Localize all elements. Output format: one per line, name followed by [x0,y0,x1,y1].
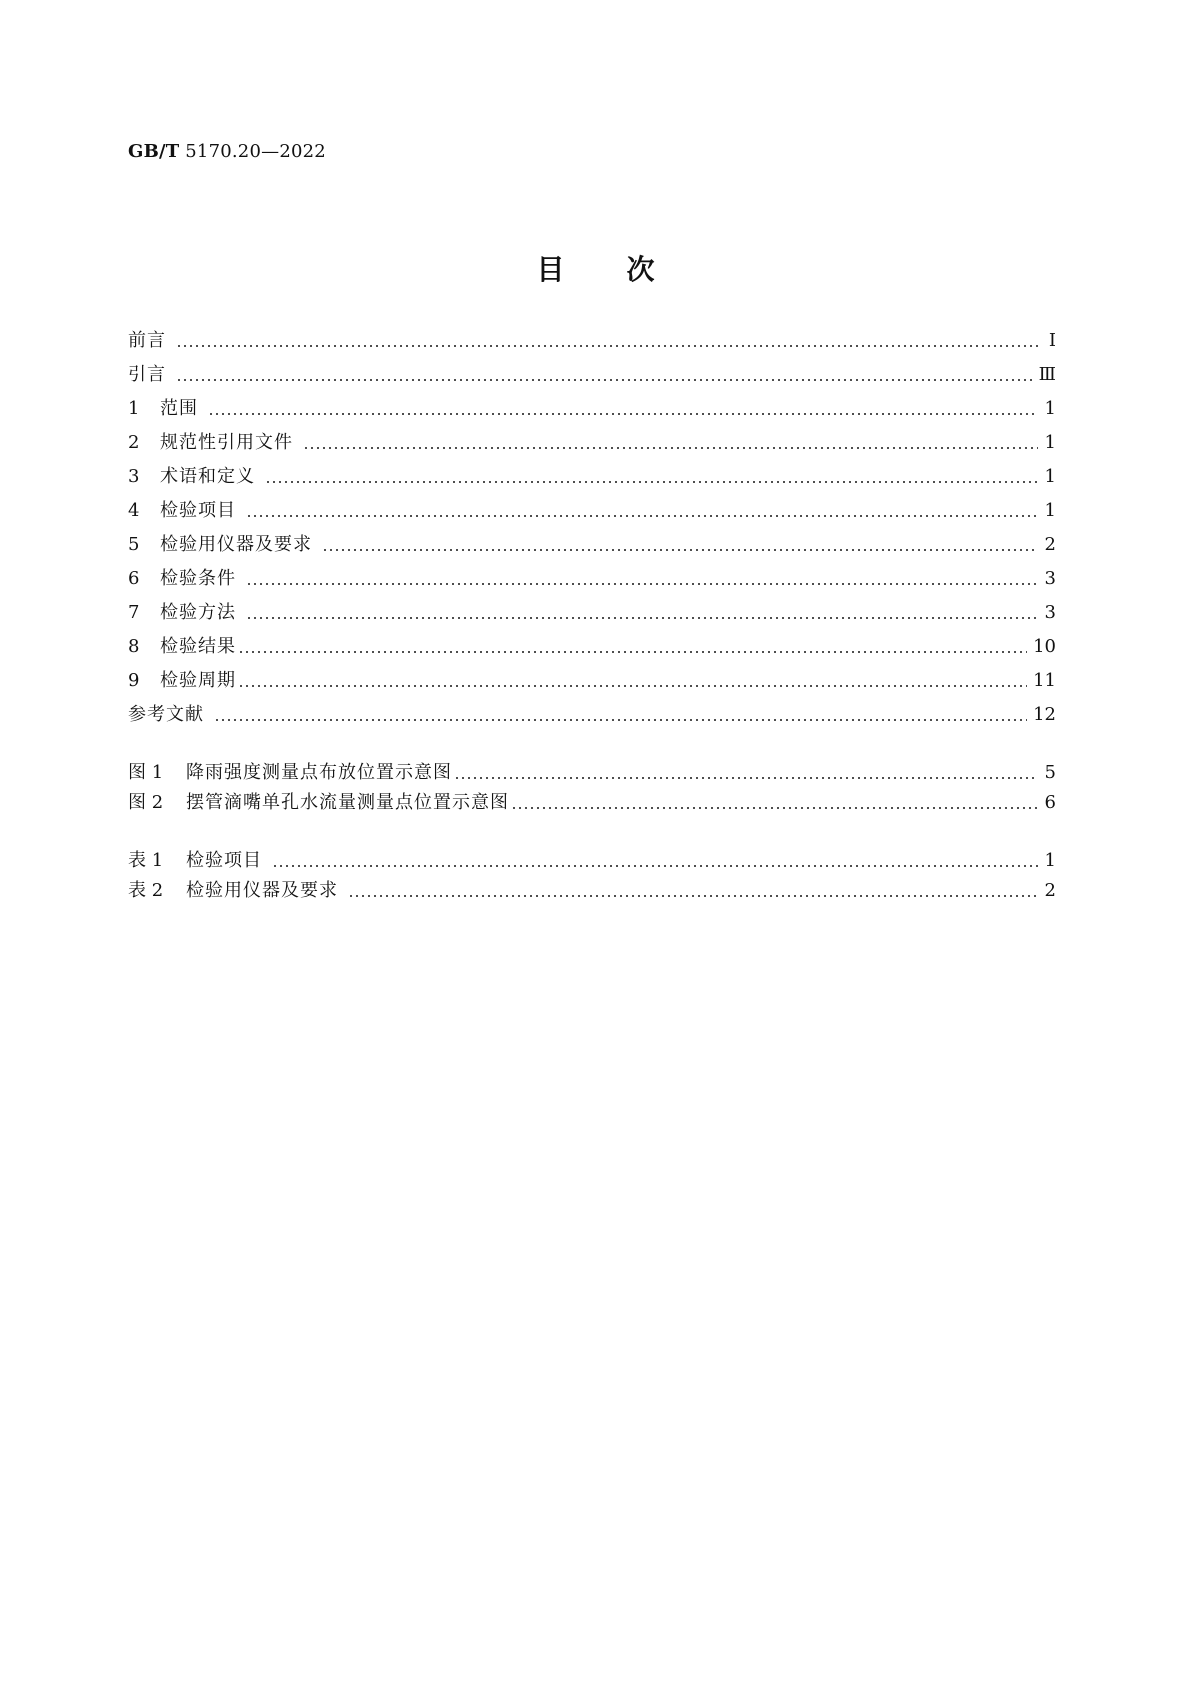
toc-entry-4[interactable] [128,498,1056,524]
dot-leader [265,481,1038,483]
dot-leader [208,413,1038,415]
toc-entry-bibliography[interactable] [128,702,1056,728]
dot-leader [348,895,1038,897]
toc-entry-number: 5 [128,534,140,555]
toc-entry-label: 检验用仪器及要求 [160,534,312,555]
toc-entry-number: 3 [128,466,140,487]
dot-leader [272,865,1038,867]
toc-entry-9[interactable] [128,668,1056,694]
toc-figure-number: 图 1 [128,762,164,783]
toc-entry-label: 检验结果 [160,636,236,657]
toc-entry-number: 4 [128,500,140,521]
toc-entry-7[interactable] [128,600,1056,626]
toc-entry-number: 9 [128,670,140,691]
toc-entry-page: 1 [1044,398,1056,419]
toc-table-label: 检验用仪器及要求 [186,880,338,901]
toc-entry-page: 1 [1044,432,1056,453]
toc-entry-label: 检验方法 [160,602,236,623]
toc-entry-label: 规范性引用文件 [160,432,293,453]
dot-leader [511,807,1038,809]
dot-leader [176,379,1033,381]
toc-entry-label: 术语和定义 [160,466,255,487]
toc-entry-label: 检验项目 [160,500,236,521]
toc-table-1[interactable] [128,848,1056,874]
toc-entry-page: 1 [1044,466,1056,487]
toc-entry-number: 8 [128,636,140,657]
toc-entry-number: 1 [128,398,140,419]
toc-entry-page: 1 [1044,500,1056,521]
toc-entry-page: Ⅲ [1038,364,1056,385]
toc-entry-number: 6 [128,568,140,589]
dot-leader [238,685,1027,687]
toc-figure-number: 图 2 [128,792,164,813]
page-title [0,248,1191,288]
toc-entry-8[interactable] [128,634,1056,660]
toc-entry-foreword[interactable] [128,328,1056,354]
toc-entry-page: 3 [1044,568,1056,589]
toc-entry-page: 11 [1033,670,1056,691]
toc-entry-1[interactable] [128,396,1056,422]
toc-entry-label: 前言 [128,330,166,351]
toc-table-2[interactable] [128,878,1056,904]
toc-entry-2[interactable] [128,430,1056,456]
toc-table-number: 表 1 [128,850,164,871]
toc-figure-page: 6 [1044,792,1056,813]
toc-table-page: 1 [1044,850,1056,871]
toc-entry-label: 检验条件 [160,568,236,589]
dot-leader [303,447,1038,449]
dot-leader [246,617,1038,619]
toc-entry-number: 2 [128,432,140,453]
toc-table-number: 表 2 [128,880,164,901]
toc-entry-label: 引言 [128,364,166,385]
toc-table-page: 2 [1044,880,1056,901]
toc-entry-page: 12 [1033,704,1056,725]
title-char-1: 目 [536,253,565,286]
dot-leader [214,719,1027,721]
dot-leader [322,549,1038,551]
title-char-2: 次 [626,253,655,286]
toc-entry-6[interactable] [128,566,1056,592]
toc-figure-2[interactable] [128,790,1056,816]
standard-prefix: GB/T [128,141,180,162]
toc-entry-3[interactable] [128,464,1056,490]
toc-figure-label: 摆管滴嘴单孔水流量测量点位置示意图 [186,792,509,813]
toc-entry-page: 10 [1033,636,1056,657]
toc-figure-page: 5 [1044,762,1056,783]
toc-entry-label: 检验周期 [160,670,236,691]
dot-leader [238,651,1027,653]
toc-entry-5[interactable] [128,532,1056,558]
standard-code [128,141,326,162]
dot-leader [246,583,1038,585]
toc-figure-label: 降雨强度测量点布放位置示意图 [186,762,452,783]
toc-entry-page: Ⅰ [1048,330,1056,351]
dot-leader [176,345,1038,347]
toc-entry-introduction[interactable] [128,362,1056,388]
dot-leader [454,777,1038,779]
toc-entry-label: 范围 [160,398,198,419]
toc-figure-1[interactable] [128,760,1056,786]
toc-table-label: 检验项目 [186,850,262,871]
dot-leader [246,515,1038,517]
toc-entry-number: 7 [128,602,140,623]
toc-entry-page: 2 [1044,534,1056,555]
toc-entry-page: 3 [1044,602,1056,623]
standard-number: 5170.20—2022 [185,141,326,162]
toc-entry-label: 参考文献 [128,704,204,725]
